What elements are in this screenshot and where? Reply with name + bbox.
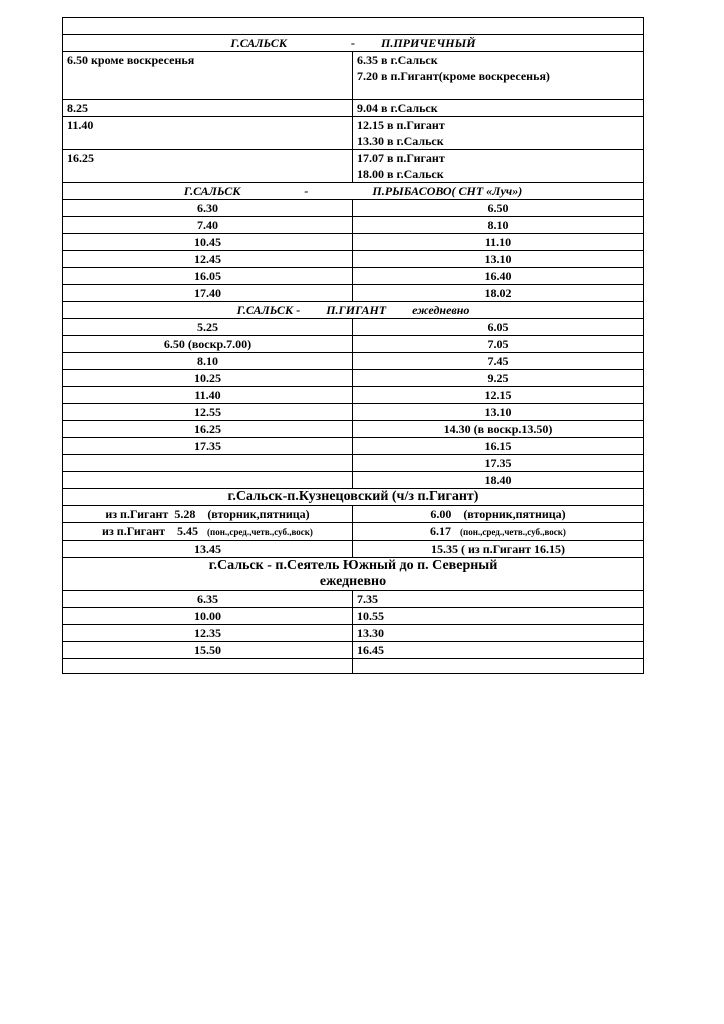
cell: 17.35 bbox=[353, 455, 644, 472]
route-2-header bbox=[63, 183, 644, 200]
cell: 16.40 bbox=[353, 268, 644, 285]
cell-line: 13.30 в г.Сальск bbox=[357, 134, 444, 148]
table-row bbox=[63, 200, 644, 217]
route-1-header bbox=[63, 35, 644, 52]
cell-line: 6.35 в г.Сальск bbox=[357, 53, 438, 67]
cell: 6.05 bbox=[353, 319, 644, 336]
route-1-to: П.ПРИЧЕЧНЫЙ bbox=[381, 36, 476, 50]
days-label: (вторник,пятница) bbox=[463, 507, 566, 521]
cell bbox=[63, 523, 353, 541]
table-row bbox=[63, 659, 644, 674]
cell: 14.30 (в воскр.13.50) bbox=[353, 421, 644, 438]
table-row bbox=[63, 608, 644, 625]
days-label: (пон.,сред.,четв.,суб.,воск) bbox=[207, 527, 313, 537]
cell: 13.10 bbox=[353, 404, 644, 421]
table-row bbox=[63, 52, 644, 100]
table-row bbox=[63, 642, 644, 659]
cell: 11.40 bbox=[63, 117, 353, 150]
cell: 16.05 bbox=[63, 268, 353, 285]
cell: 11.40 bbox=[63, 387, 353, 404]
table-row bbox=[63, 217, 644, 234]
cell: 10.55 bbox=[353, 608, 644, 625]
cell: 9.04 в г.Сальск bbox=[353, 100, 644, 117]
days-label: (пон.,сред.,четв.,суб.,воск) bbox=[460, 527, 566, 537]
cell: 15.50 bbox=[63, 642, 353, 659]
cell: 13.10 bbox=[353, 251, 644, 268]
origin-label: из п.Гигант bbox=[102, 524, 166, 538]
cell: 13.45 bbox=[63, 541, 353, 558]
table-row bbox=[63, 336, 644, 353]
cell: 11.10 bbox=[353, 234, 644, 251]
route-3-from: Г.САЛЬСК - bbox=[236, 303, 301, 317]
cell: 7.40 bbox=[63, 217, 353, 234]
cell: 16.25 bbox=[63, 150, 353, 183]
cell-line: 18.00 в г.Сальск bbox=[357, 167, 444, 181]
cell: 17.35 bbox=[63, 438, 353, 455]
cell bbox=[353, 117, 644, 150]
cell: 6.50 (воскр.7.00) bbox=[63, 336, 353, 353]
cell: 9.25 bbox=[353, 370, 644, 387]
cell: 8.10 bbox=[353, 217, 644, 234]
cell-line: 17.07 в п.Гигант bbox=[357, 151, 445, 165]
route-4-header bbox=[63, 489, 644, 506]
route-5-title-line2: ежедневно bbox=[319, 574, 387, 589]
cell bbox=[63, 472, 353, 489]
route-2-dash: - bbox=[304, 184, 309, 198]
route-4-title: г.Сальск-п.Кузнецовский (ч/з п.Гигант) bbox=[63, 489, 644, 506]
table-row bbox=[63, 438, 644, 455]
table-row bbox=[63, 591, 644, 608]
cell: 16.45 bbox=[353, 642, 644, 659]
cell bbox=[353, 506, 644, 523]
cell: 6.30 bbox=[63, 200, 353, 217]
cell-line: 7.20 в п.Гигант(кроме воскресенья) bbox=[357, 69, 550, 83]
route-1-from: Г.САЛЬСК bbox=[230, 36, 288, 50]
cell: 18.02 bbox=[353, 285, 644, 302]
table-row bbox=[63, 319, 644, 336]
table-row bbox=[63, 100, 644, 117]
origin-label: из п.Гигант bbox=[105, 507, 169, 521]
cell: 16.15 bbox=[353, 438, 644, 455]
cell: 8.25 bbox=[63, 100, 353, 117]
time-value: 5.45 bbox=[177, 524, 199, 538]
route-5-header bbox=[63, 558, 644, 591]
cell: 10.45 bbox=[63, 234, 353, 251]
table-row bbox=[63, 541, 644, 558]
cell bbox=[353, 52, 644, 100]
route-2-from: Г.САЛЬСК bbox=[183, 184, 241, 198]
route-1-dash: - bbox=[351, 36, 356, 50]
table-row bbox=[63, 353, 644, 370]
cell: 17.40 bbox=[63, 285, 353, 302]
cell: 7.45 bbox=[353, 353, 644, 370]
cell: 18.40 bbox=[353, 472, 644, 489]
cell: 12.15 bbox=[353, 387, 644, 404]
table-row bbox=[63, 251, 644, 268]
cell: 12.35 bbox=[63, 625, 353, 642]
table-row bbox=[63, 18, 644, 35]
route-2-to: П.РЫБАСОВО( СНТ «Луч») bbox=[372, 184, 523, 198]
table-row bbox=[63, 523, 644, 541]
cell bbox=[63, 506, 353, 523]
table-row bbox=[63, 268, 644, 285]
cell: 6.50 bbox=[353, 200, 644, 217]
route-3-to: П.ГИГАНТ bbox=[326, 303, 387, 317]
cell bbox=[63, 455, 353, 472]
cell: 16.25 bbox=[63, 421, 353, 438]
table-row bbox=[63, 370, 644, 387]
cell: 6.50 кроме воскресенья bbox=[63, 52, 353, 100]
time-value: 5.28 bbox=[174, 507, 196, 521]
route-3-note: ежедневно bbox=[412, 303, 470, 317]
cell: 10.25 bbox=[63, 370, 353, 387]
table-row bbox=[63, 455, 644, 472]
cell: 7.35 bbox=[353, 591, 644, 608]
cell: 5.25 bbox=[63, 319, 353, 336]
cell bbox=[353, 150, 644, 183]
schedule-table bbox=[62, 17, 644, 674]
table-row bbox=[63, 421, 644, 438]
cell: 7.05 bbox=[353, 336, 644, 353]
cell: 15.35 ( из п.Гигант 16.15) bbox=[353, 541, 644, 558]
table-row bbox=[63, 387, 644, 404]
days-label: (вторник,пятница) bbox=[207, 507, 310, 521]
table-row bbox=[63, 150, 644, 183]
cell: 12.45 bbox=[63, 251, 353, 268]
cell: 6.35 bbox=[63, 591, 353, 608]
route-5-title-line1: г.Сальск - п.Сеятель Южный до п. Северный bbox=[208, 558, 498, 573]
route-5-title bbox=[63, 558, 644, 591]
cell: 12.55 bbox=[63, 404, 353, 421]
table-row bbox=[63, 472, 644, 489]
table-row bbox=[63, 117, 644, 150]
table-row bbox=[63, 404, 644, 421]
cell: 8.10 bbox=[63, 353, 353, 370]
table-row bbox=[63, 506, 644, 523]
cell bbox=[353, 523, 644, 541]
cell: 13.30 bbox=[353, 625, 644, 642]
table-row bbox=[63, 234, 644, 251]
cell: 10.00 bbox=[63, 608, 353, 625]
cell-line: 12.15 в п.Гигант bbox=[357, 118, 445, 132]
route-3-header bbox=[63, 302, 644, 319]
time-value: 6.17 bbox=[430, 524, 452, 538]
table-row bbox=[63, 285, 644, 302]
table-row bbox=[63, 625, 644, 642]
time-value: 6.00 bbox=[430, 507, 452, 521]
